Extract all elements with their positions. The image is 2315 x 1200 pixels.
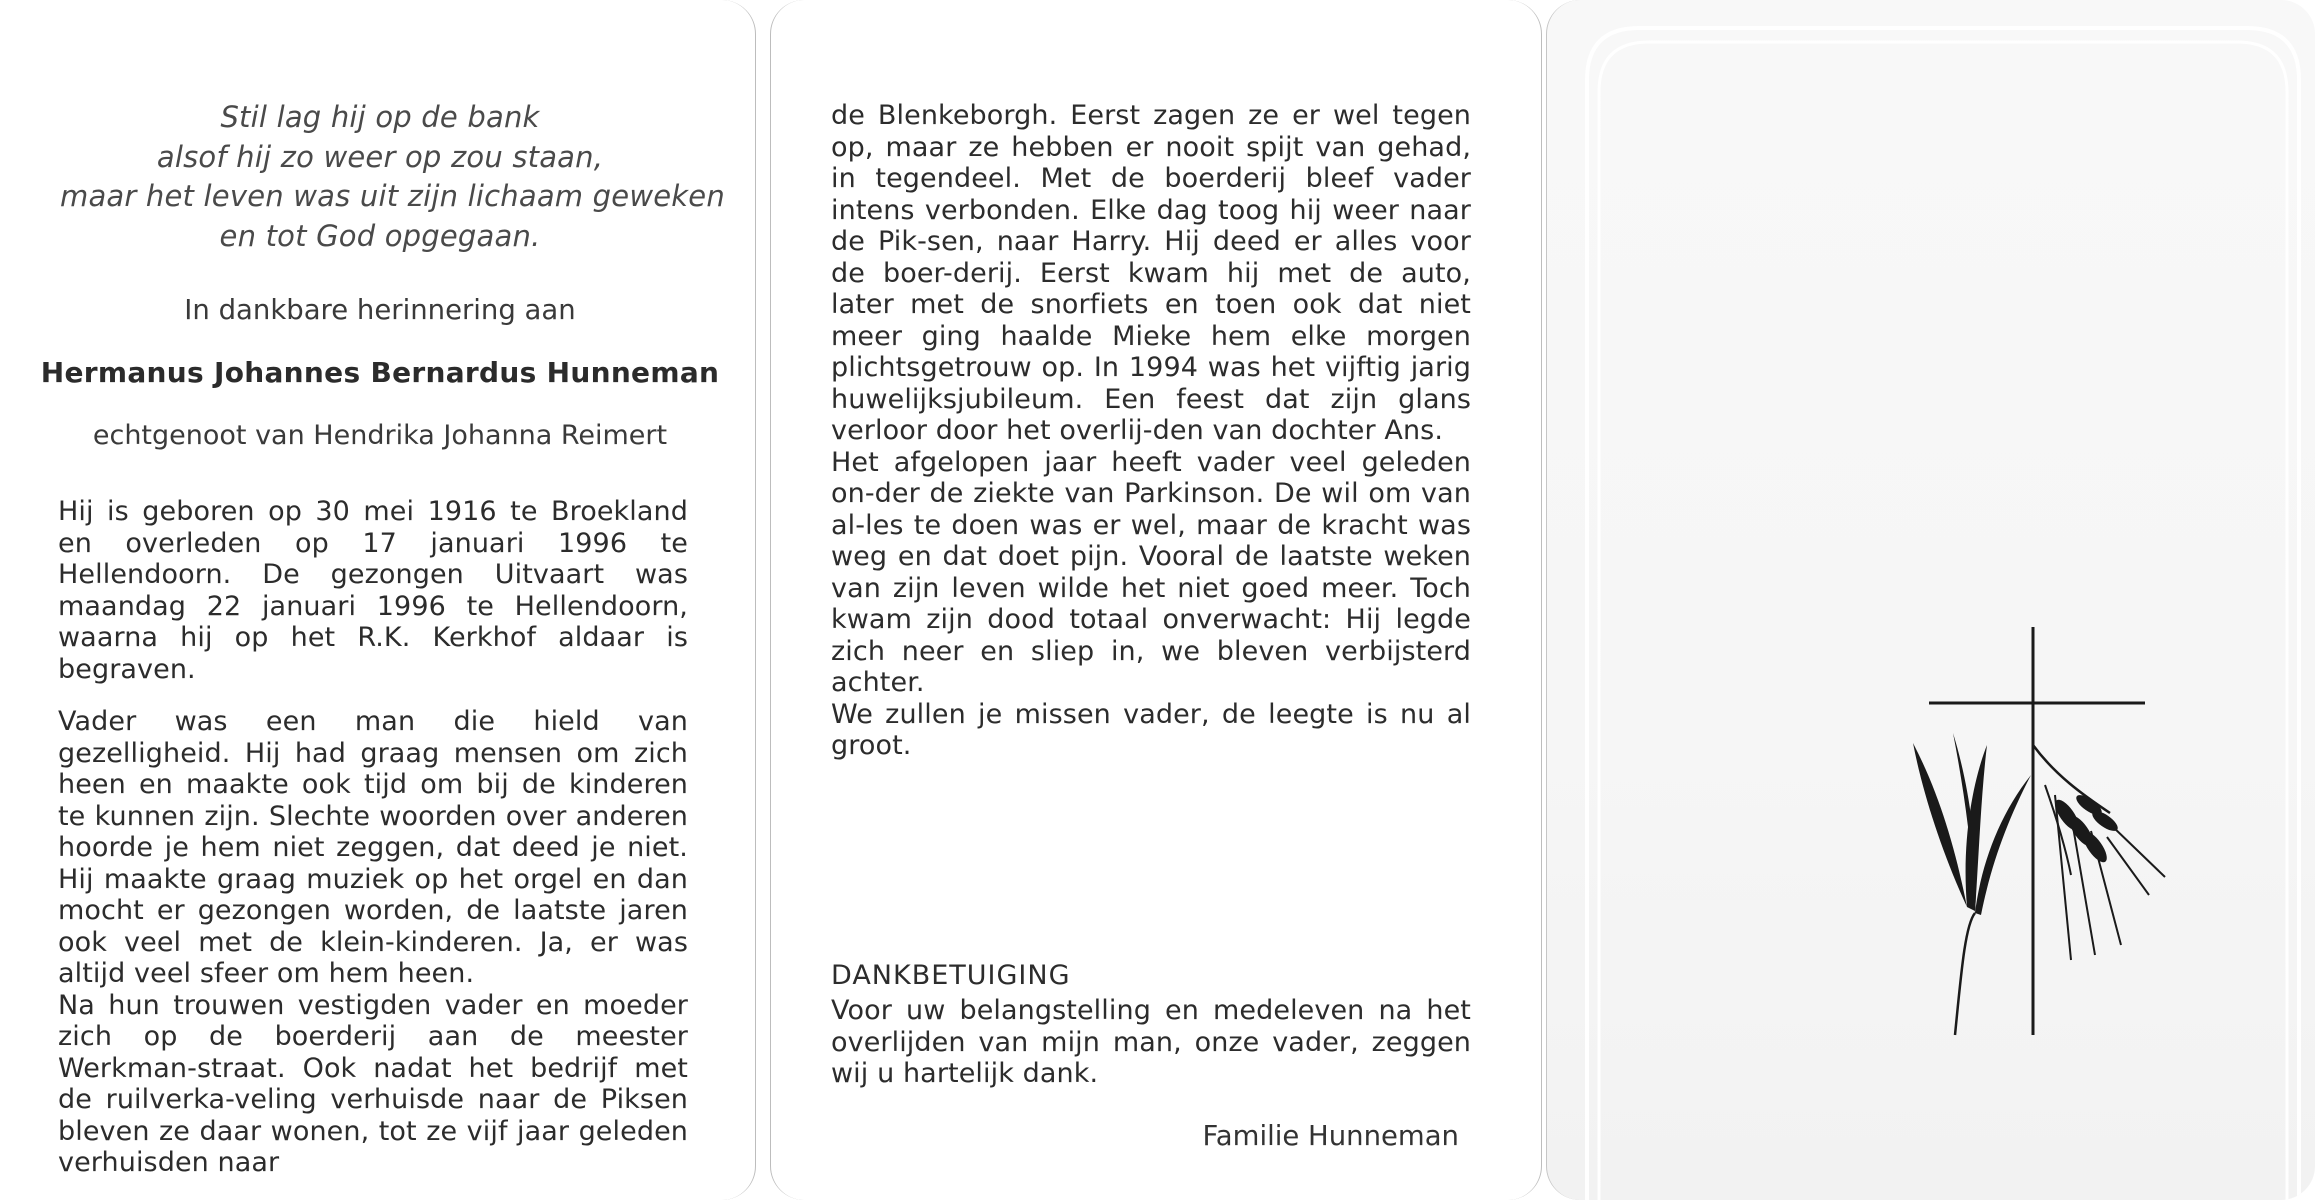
remembrance-intro: In dankbare herinnering aan	[184, 294, 576, 326]
deceased-name: Hermanus Johannes Bernardus Hunneman	[40, 356, 720, 389]
thanks-text: Voor uw belangstelling en medeleven na het overlijden van mijn man, onze vader, zeggen wij u hartelijk dank.	[831, 995, 1471, 1089]
card-panel-left	[0, 0, 756, 1200]
poem	[60, 98, 725, 256]
spouse-line: echtgenoot van Hendrika Johanna Reimert	[92, 420, 668, 451]
cross-with-wheat-icon	[1895, 625, 2185, 1045]
thanks-heading: DANKBETUIGING	[831, 960, 1071, 991]
biography-paragraph: Hij is geboren op 30 mei 1916 te Broekland en overleden op 17 januari 1996 te Hellendoorn. De gezongen Uitvaart was maandag 22 januari 1996 te Hellendoorn, waarna hij op het R.K. Kerkhof aldaar is begraven.	[58, 496, 688, 685]
poem-line: maar het leven was uit zijn lichaam geweken	[60, 179, 725, 213]
life-story-continued: de Blenkeborgh. Eerst zagen ze er wel tegen op, maar ze hebben er nooit spijt van gehad, in tegendeel. Met de boerderij bleef vader intens verbonden. Elke dag toog hij weer naar de Pik-sen, naar Harry. Hij deed er alles voor de boer-derij. Eerst kwam hij met de auto, later met de snorfiets en toen ook dat niet meer ging haalde Mieke hem elke morgen plichtsgetrouw op. In 1994 was het vijftig jarig huwelijksjubileum. Een feest dat zijn glans verloor door het overlij-den van dochter Ans. Het afgelopen jaar heeft vader veel geleden on-der de ziekte van Parkinson. De wil om van al-les te doen was er wel, maar de kracht was weg en dat doet pijn. Vooral de laatste weken van zijn leven wilde het niet goed meer. Toch kwam zijn dood totaal onverwacht: Hij legde zich neer en sliep in, we bleven verbijsterd achter. We zullen je missen vader, de leegte is nu al groot.	[831, 100, 1471, 761]
signature: Familie Hunneman	[1202, 1120, 1459, 1152]
card-panel-middle	[770, 0, 1542, 1200]
poem-line: Stil lag hij op de bank	[220, 100, 540, 134]
poem-line: alsof hij zo weer op zou staan,	[156, 139, 604, 174]
poem-line: en tot God opgegaan.	[219, 218, 541, 253]
life-story-paragraph: Vader was een man die hield van gezelligheid. Hij had graag mensen om zich heen en maakte ook tijd om bij de kinderen te kunnen zijn. Slechte woorden over anderen hoorde je hem niet zeggen, dat deed je niet. Hij maakte graag muziek op het orgel en dan mocht er gezongen worden, de laatste jaren ook veel met de klein-kinderen. Ja, er was altijd veel sfeer om hem heen. Na hun trouwen vestigden vader en moeder zich op de boerderij aan de meester Werkman-straat. Ook nadat het bedrijf met de ruilverka-veling verhuisde naar de Piksen bleven ze daar wonen, tot ze vijf jaar geleden verhuisden naar	[58, 706, 688, 1178]
